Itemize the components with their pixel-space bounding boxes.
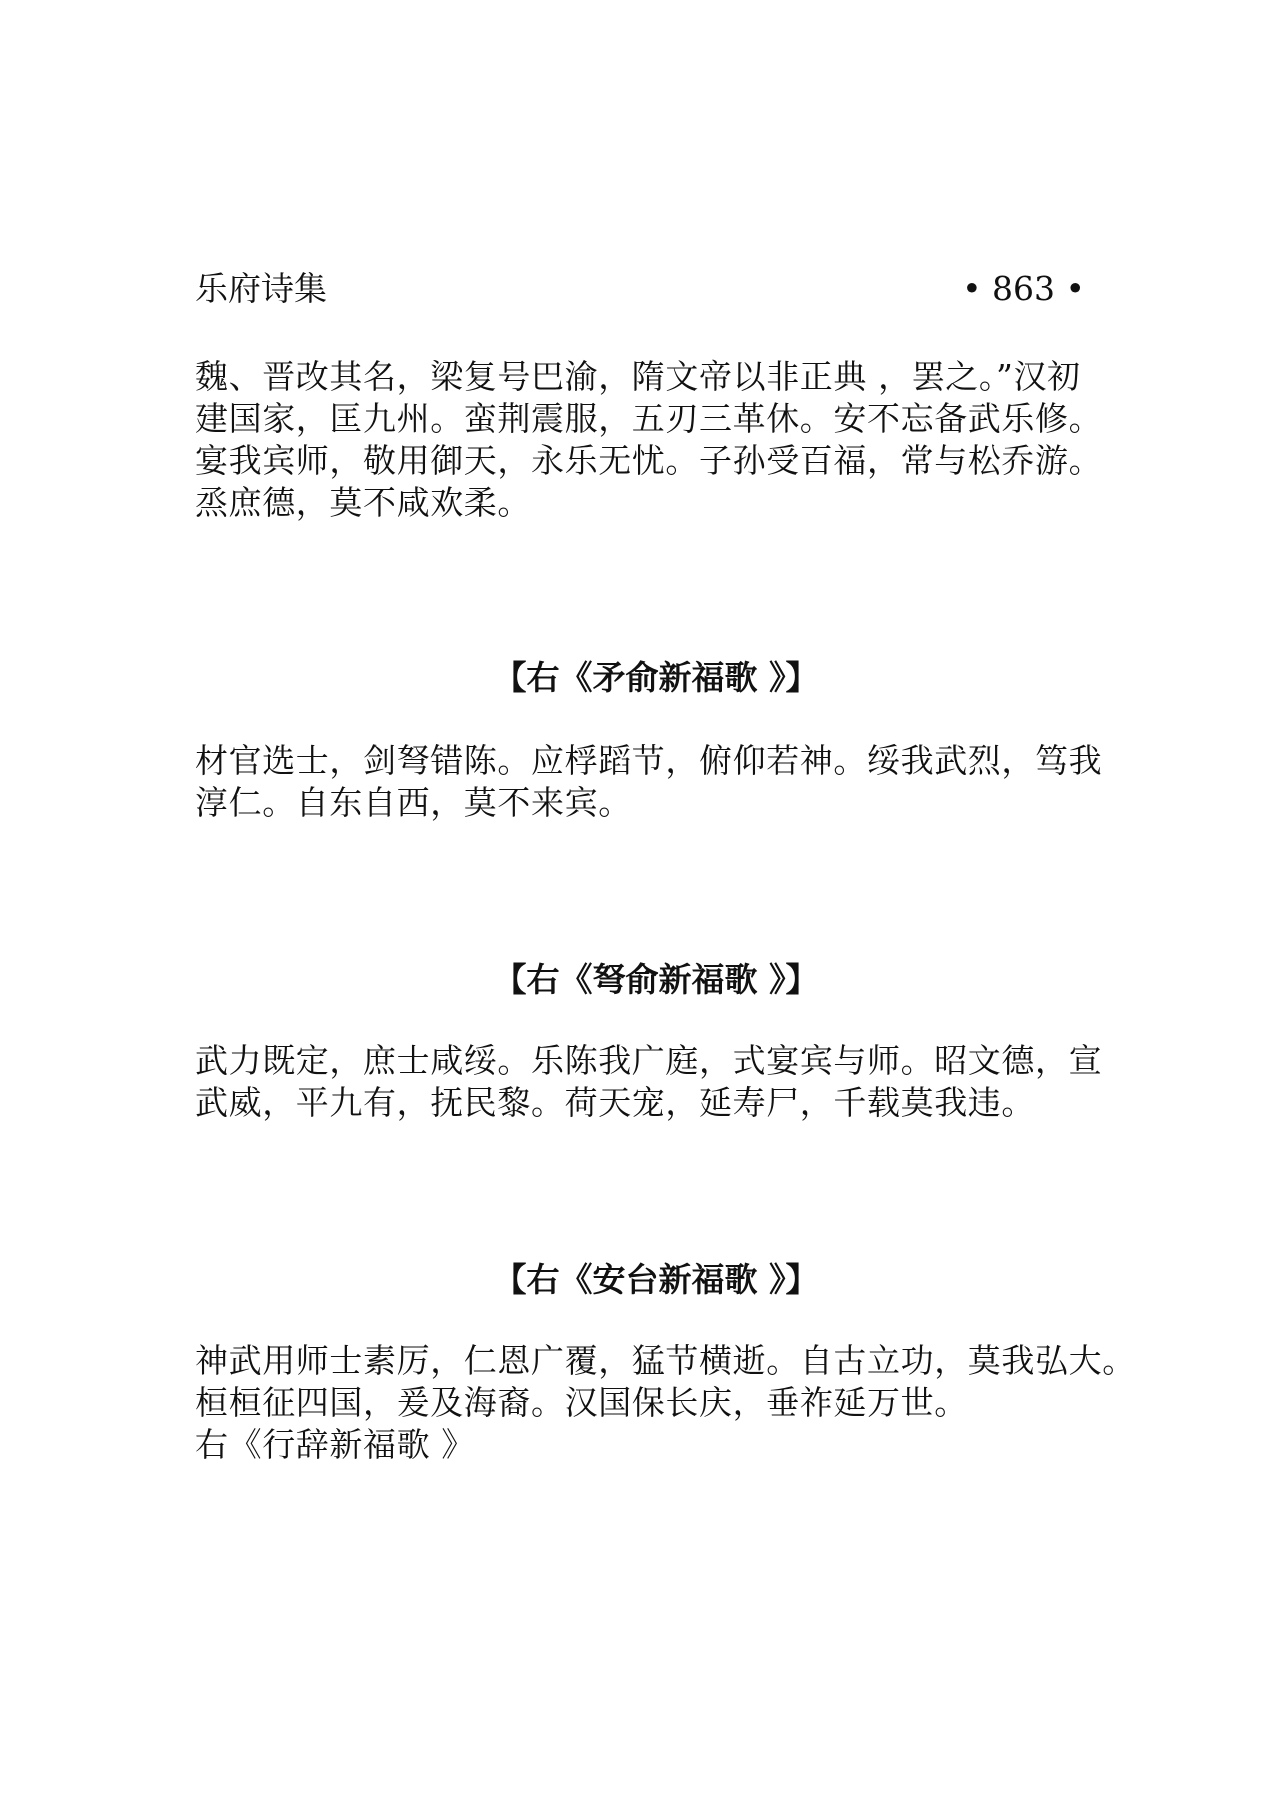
section-heading: 【右《弩俞新福歌 》】: [493, 960, 819, 999]
page-header: [195, 266, 1085, 312]
text-line: 武力既定，庶士咸绥。乐陈我广庭，式宴宾与师。昭文德，宣: [195, 1041, 1103, 1080]
text-line: 桓桓征四国，爰及海裔。汉国保长庆，垂祚延万世。: [195, 1383, 968, 1422]
section-heading: 【右《矛俞新福歌 》】: [493, 658, 819, 697]
book-title: 乐府诗集: [195, 269, 327, 308]
text-line: 魏、晋改其名，梁复号巴渝，隋文帝以非正典 ，罢之。”汉初: [195, 357, 1081, 396]
body-paragraph: [195, 1040, 1115, 1124]
page-number: • 863 •: [962, 269, 1085, 308]
section-heading: 【右《安台新福歌 》】: [493, 1260, 819, 1299]
text-line: 武威，平九有，抚民黎。荷天宠，延寿尸，千载莫我违。: [195, 1083, 1035, 1122]
text-line: 淳仁。自东自西，莫不来宾。: [195, 783, 632, 822]
text-line: 宴我宾师，敬用御天，永乐无忧。子孙受百福，常与松乔游。: [195, 441, 1103, 480]
text-line: 烝庶德，莫不咸欢柔。: [195, 483, 531, 522]
text-line: 材官选士，剑弩错陈。应桴蹈节，俯仰若神。绥我武烈，笃我: [195, 741, 1103, 780]
text-line: 右《行辞新福歌 》: [195, 1425, 475, 1464]
text-line: 神武用师士素厉，仁恩广覆，猛节横逝。自古立功，莫我弘大。: [195, 1341, 1136, 1380]
body-paragraph: [195, 356, 1115, 524]
text-line: 建国家，匡九州。蛮荆震服，五刃三革休。安不忘备武乐修。: [195, 399, 1103, 438]
body-paragraph: [195, 1340, 1136, 1466]
body-paragraph: [195, 740, 1115, 824]
